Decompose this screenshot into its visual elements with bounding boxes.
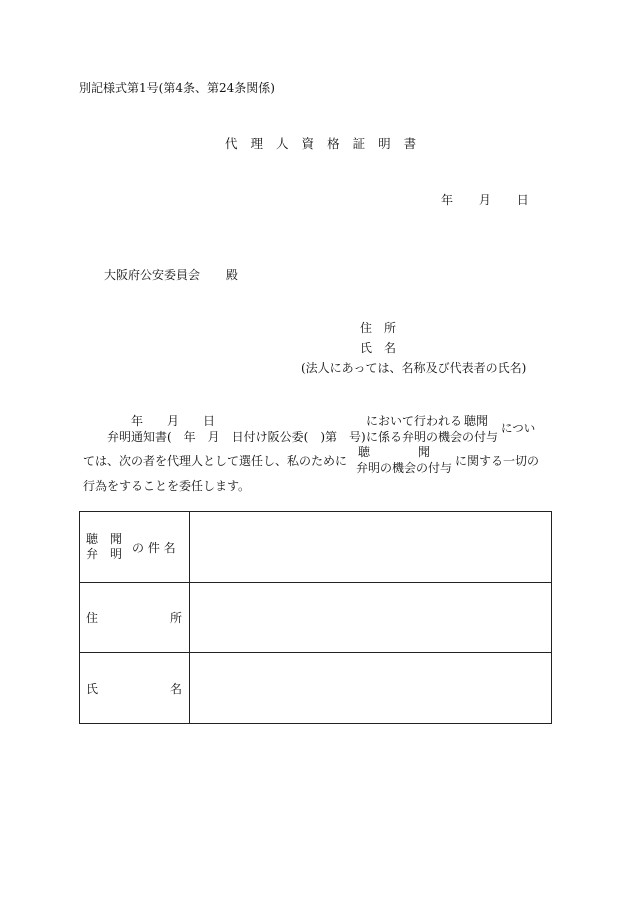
name-label-char: 氏 <box>86 681 99 696</box>
case-label-defense: 弁 明 <box>86 547 123 561</box>
applicant-name-note: (法人にあっては、名称及び代表者の氏名) <box>301 361 527 375</box>
address-label-char: 所 <box>169 611 182 625</box>
addressee-name: 大阪府公安委員会 <box>104 268 201 282</box>
agent-address-field[interactable] <box>190 583 552 653</box>
document-title <box>225 138 416 151</box>
title-char: 人 <box>276 136 289 151</box>
case-label-hearing: 聴 聞 <box>86 532 123 546</box>
case-name-field[interactable] <box>190 512 552 583</box>
addressee-suffix: 殿 <box>225 268 238 282</box>
body-row4: 行為をすることを委任します。 <box>83 479 251 493</box>
title-char: 書 <box>403 136 417 151</box>
table-row-name <box>80 653 552 724</box>
addressee <box>104 269 238 281</box>
title-char: 理 <box>250 136 264 151</box>
body-day: 日 <box>203 414 216 428</box>
case-name-label <box>80 512 190 583</box>
title-char: 資 <box>301 136 315 151</box>
agent-name-label <box>80 653 190 724</box>
body-row3-tail: に関する一切の <box>455 454 540 468</box>
address-label-char: 住 <box>86 611 99 625</box>
form-number: 別記様式第1号(第4条、第24条関係) <box>79 81 275 95</box>
body-row2-lead: 弁明通知書( 年 月 日付け阪公委( )第 号) <box>107 430 366 444</box>
applicant-address-label: 住 所 <box>360 321 397 335</box>
body-row3-choice-hearing: 聴 聞 <box>358 445 431 459</box>
body-month: 月 <box>167 414 180 428</box>
table-row-case <box>80 512 552 583</box>
case-label-suffix: の 件 名 <box>132 540 176 555</box>
body-row1-mid: において行われる <box>366 414 463 428</box>
title-char: 明 <box>378 136 391 151</box>
date-line <box>441 194 529 206</box>
body-year: 年 <box>131 414 144 428</box>
date-day: 日 <box>516 193 529 207</box>
date-year: 年 <box>441 193 454 207</box>
title-char: 代 <box>225 136 238 151</box>
body-row1-tail: につい <box>501 421 536 435</box>
body-row2-choice: に係る弁明の機会の付与 <box>366 430 499 444</box>
name-label-char: 名 <box>169 681 182 696</box>
agent-table <box>79 511 552 724</box>
table-row-address <box>80 583 552 653</box>
applicant-name-label: 氏 名 <box>360 341 397 355</box>
body-row3-lead: ては、次の者を代理人として選任し、私のために <box>83 454 348 468</box>
date-month: 月 <box>478 193 491 207</box>
title-char: 証 <box>352 136 366 151</box>
agent-name-field[interactable] <box>190 653 552 724</box>
body-row3-choice-hearing-opportunity: 弁明の機会の付与 <box>356 461 453 475</box>
agent-address-label <box>80 583 190 653</box>
body-row1-choice-hearing: 聴聞 <box>464 414 489 428</box>
title-char: 格 <box>327 136 340 151</box>
